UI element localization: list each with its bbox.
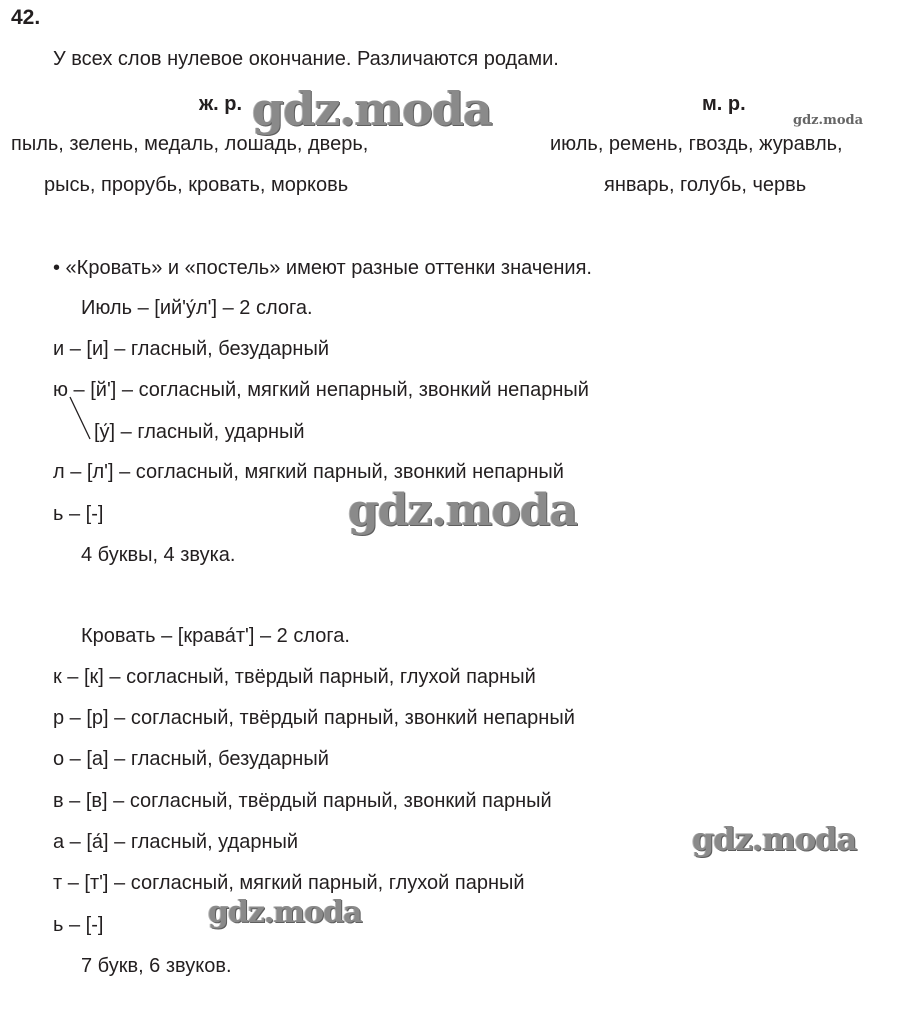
exercise-number: 42.: [11, 6, 41, 29]
analysis2-heading: Кровать – [крава́т'] – 2 слога.: [81, 625, 350, 647]
feminine-words-line2: рысь, прорубь, кровать, морковь: [44, 174, 349, 196]
branch-line: [68, 395, 94, 445]
analysis2-row: в – [в] – согласный, твёрдый парный, звонкий парный: [53, 790, 552, 812]
analysis1-row: ь – [-]: [53, 503, 104, 525]
analysis2-row: к – [к] – согласный, твёрдый парный, глухой парный: [53, 666, 536, 688]
watermark: gdz.moda: [348, 485, 578, 536]
analysis2-row: о – [а] – гласный, безударный: [53, 748, 329, 770]
analysis2-row: р – [р] – согласный, твёрдый парный, звонкий непарный: [53, 707, 575, 729]
analysis1-row: [у́] – гласный, ударный: [94, 421, 305, 443]
analysis1-row: и – [и] – гласный, безударный: [53, 338, 329, 360]
analysis2-row: ь – [-]: [53, 914, 104, 936]
analysis1-heading: Июль – [ий'у́л'] – 2 слога.: [81, 297, 313, 319]
masculine-words-line2: январь, голубь, червь: [604, 174, 807, 196]
watermark: gdz.moda: [252, 82, 492, 136]
analysis1-summary: 4 буквы, 4 звука.: [81, 544, 236, 566]
feminine-label: ж. р.: [199, 93, 243, 115]
analysis2-row: т – [т'] – согласный, мягкий парный, глухой парный: [53, 872, 525, 894]
feminine-words-line1: пыль, зелень, медаль, лошадь, дверь,: [11, 133, 369, 155]
watermark: gdz.moda: [208, 895, 362, 930]
watermark: gdz.moda: [692, 820, 857, 858]
analysis2-row: а – [а́] – гласный, ударный: [53, 831, 299, 853]
masculine-words-line1: июль, ремень, гвоздь, журавль,: [550, 133, 843, 155]
masculine-label: м. р.: [702, 93, 746, 115]
bullet-note: • «Кровать» и «постель» имеют разные оттенки значения.: [53, 257, 592, 279]
analysis1-row: ю – [й'] – согласный, мягкий непарный, звонкий непарный: [53, 379, 589, 401]
watermark-small: gdz.moda: [793, 113, 864, 128]
analysis1-row: л – [л'] – согласный, мягкий парный, звонкий непарный: [53, 461, 564, 483]
intro-text: У всех слов нулевое окончание. Различаются родами.: [53, 48, 559, 70]
analysis2-summary: 7 букв, 6 звуков.: [81, 955, 232, 977]
